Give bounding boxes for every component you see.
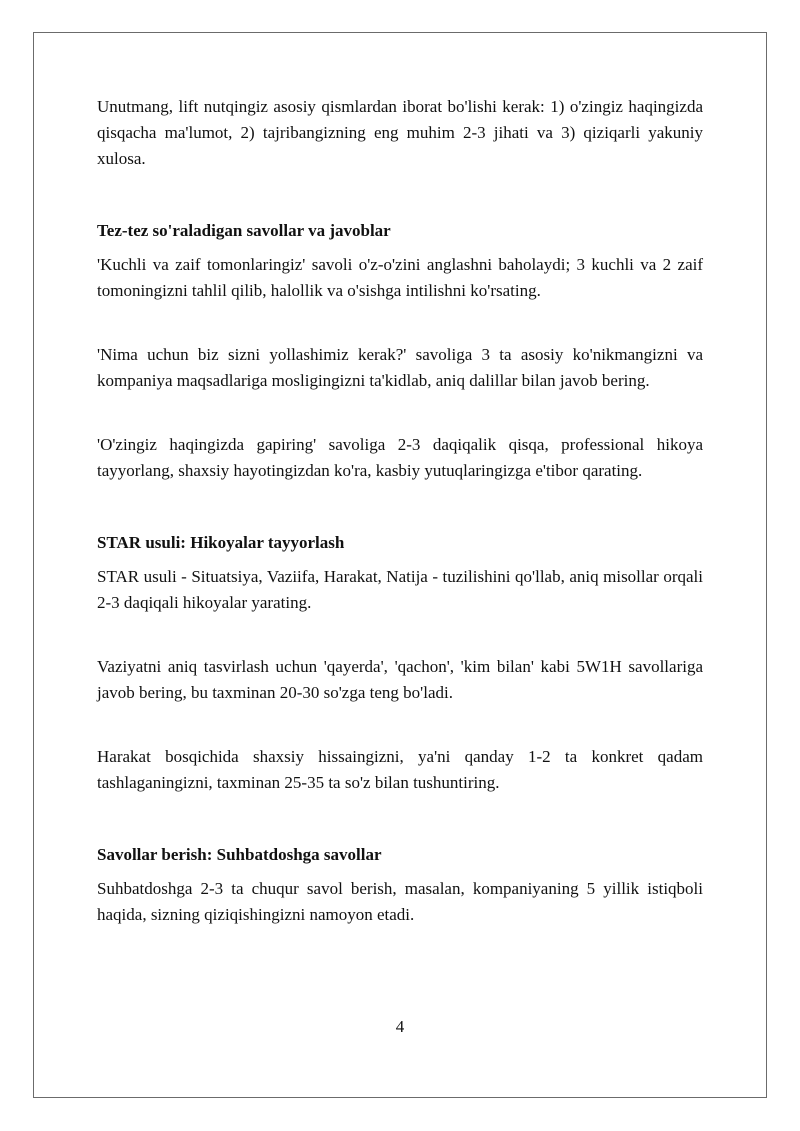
- faq-heading: Tez-tez so'raladigan savollar va javoblar: [97, 221, 391, 240]
- star-heading: STAR usuli: Hikoyalar tayyorlash: [97, 533, 345, 552]
- questions-intro-paragraph: Suhbatdoshga 2-3 ta chuqur savol berish, masalan, kompaniyaning 5 yillik istiqboli haqida, sizning qiziqishingizni namoyon etadi.: [97, 879, 703, 924]
- star-intro-paragraph: STAR usuli - Situatsiya, Vaziifa, Harakat, Natija - tuzilishini qo'llab, aniq misollar orqali 2-3 daqiqali hikoyalar yarating.: [97, 567, 703, 612]
- faq-about-you-paragraph: 'O'zingiz haqingizda gapiring' savoliga 2-3 daqiqalik qisqa, professional hikoya tayyorlang, shaxsiy hayotingizdan ko'ra, kasbiy yutuqlaringizga e'tibor qarating.: [97, 435, 703, 480]
- intro-paragraph: Unutmang, lift nutqingiz asosiy qismlardan iborat bo'lishi kerak: 1) o'zingiz haqingizda qisqacha ma'lumot, 2) tajribangizning eng muhim 2-3 jihati va 3) qiziqarli yakuniy xulosa.: [97, 97, 703, 168]
- star-action-paragraph: Harakat bosqichida shaxsiy hissaingizni, ya'ni qanday 1-2 ta konkret qadam tashlaganingizni, taxminan 25-35 ta so'z bilan tushuntiring.: [97, 747, 703, 792]
- questions-heading: Savollar berish: Suhbatdoshga savollar: [97, 845, 382, 864]
- page-number: 4: [395, 1017, 405, 1036]
- faq-why-hire-paragraph: 'Nima uchun biz sizni yollashimiz kerak?' savoliga 3 ta asosiy ko'nikmangizni va kompaniya maqsadlariga mosligingizni ta'kidlab, aniq dalillar bilan javob bering.: [97, 345, 703, 390]
- star-situation-paragraph: Vaziyatni aniq tasvirlash uchun 'qayerda', 'qachon', 'kim bilan' kabi 5W1H savollariga javob bering, bu taxminan 20-30 so'zga teng bo'ladi.: [97, 657, 703, 702]
- document-body: [97, 94, 703, 928]
- faq-strengths-paragraph: 'Kuchli va zaif tomonlaringiz' savoli o'z-o'zini anglashni baholaydi; 3 kuchli va 2 zaif tomoningizni tahlil qilib, halollik va o'sishga intilishni ko'rsating.: [97, 255, 703, 300]
